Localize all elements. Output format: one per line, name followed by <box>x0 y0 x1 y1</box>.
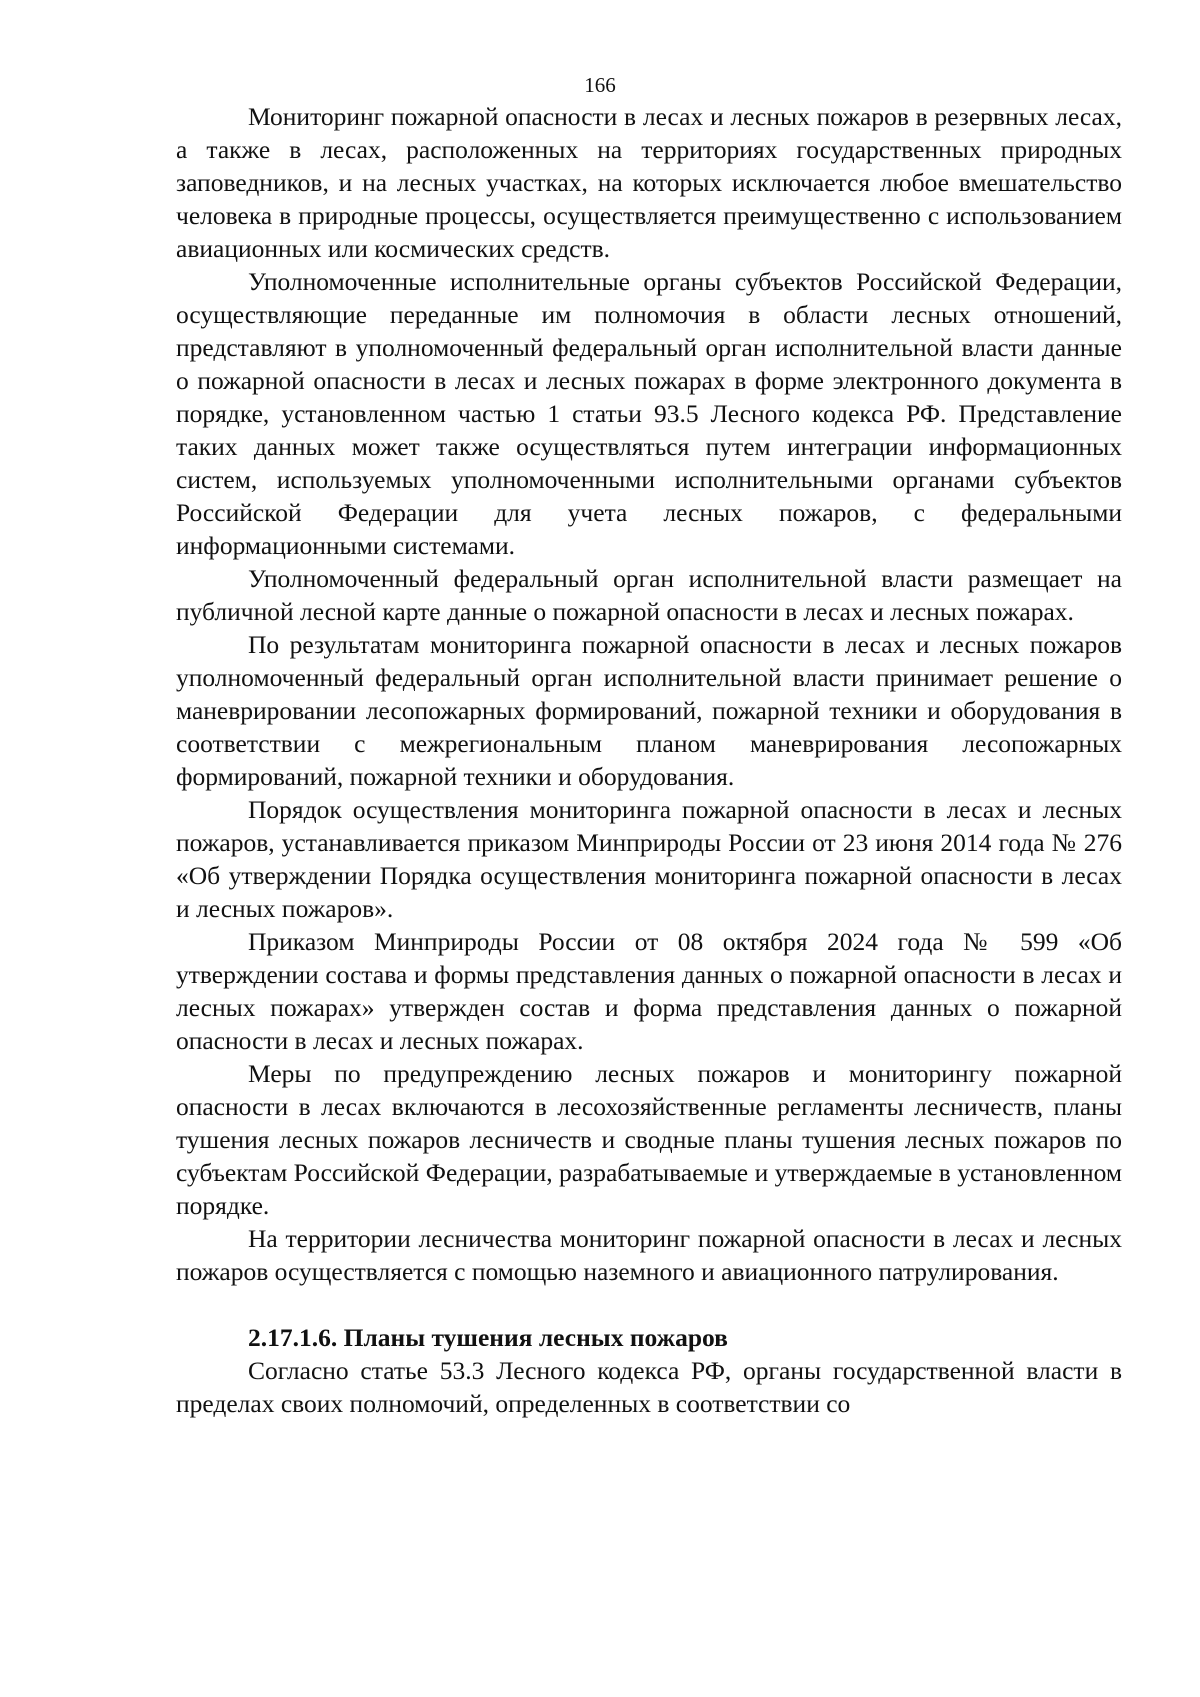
paragraph-prevention-measures: Меры по предупреждению лесных пожаров и мониторингу пожарной опасности в лесах включаются в лесохозяйственные регламенты лесничеств, планы тушения лесных пожаров лесничеств и сводные планы тушения лесных пожаров по субъектам Российской Федерации, разрабатываемые и утверждаемые в установленном порядке. <box>176 1059 1122 1220</box>
document-body <box>176 100 1122 1420</box>
paragraph-forest-code-article: Согласно статье 53.3 Лесного кодекса РФ, органы государственной власти в пределах своих полномочий, определенных в соответствии со <box>176 1356 1122 1418</box>
page-number: 166 <box>584 73 616 97</box>
paragraph-monitoring-reserve-forests: Мониторинг пожарной опасности в лесах и лесных пожаров в резервных лесах, а также в лесах, расположенных на территориях государственных природных заповедников, и на лесных участках, на которых исключается любое вмешательство человека в природные процессы, осуществляется преимущественно с использованием авиационных или космических средств. <box>176 102 1122 263</box>
paragraph-monitoring-procedure-order: Порядок осуществления мониторинга пожарной опасности в лесах и лесных пожаров, устанавливается приказом Минприроды России от 23 июня 2014 года № 276 «Об утверждении Порядка осуществления мониторинга пожарной опасности в лесах и лесных пожаров». <box>176 795 1122 923</box>
paragraph-data-form-order: Приказом Минприроды России от 08 октября 2024 года № 599 «Об утверждении состава и формы представления данных о пожарной опасности в лесах и лесных пожарах» утвержден состав и форма представления данных о пожарной опасности в лесах и лесных пожарах. <box>176 927 1122 1055</box>
section-heading: 2.17.1.6. Планы тушения лесных пожаров <box>248 1323 728 1352</box>
paragraph-regional-authorities-data: Уполномоченные исполнительные органы субъектов Российской Федерации, осуществляющие переданные им полномочия в области лесных отношений, представляют в уполномоченный федеральный орган исполнительной власти данные о пожарной опасности в лесах и лесных пожарах в форме электронного документа в порядке, установленном частью 1 статьи 93.5 Лесного кодекса РФ. Представление таких данных может также осуществляться путем интеграции информационных систем, используемых уполномоченными исполнительными органами субъектов Российской Федерации для учета лесных пожаров, с федеральными информационными системами. <box>176 267 1122 560</box>
paragraph-maneuvering-decision: По результатам мониторинга пожарной опасности в лесах и лесных пожаров уполномоченный федеральный орган исполнительной власти принимает решение о маневрировании лесопожарных формирований, пожарной техники и оборудования в соответствии с межрегиональным планом маневрирования лесопожарных формирований, пожарной техники и оборудования. <box>176 630 1122 791</box>
paragraph-patrolling: На территории лесничества мониторинг пожарной опасности в лесах и лесных пожаров осуществляется с помощью наземного и авиационного патрулирования. <box>176 1224 1122 1286</box>
paragraph-public-forest-map: Уполномоченный федеральный орган исполнительной власти размещает на публичной лесной карте данные о пожарной опасности в лесах и лесных пожарах. <box>176 564 1122 626</box>
